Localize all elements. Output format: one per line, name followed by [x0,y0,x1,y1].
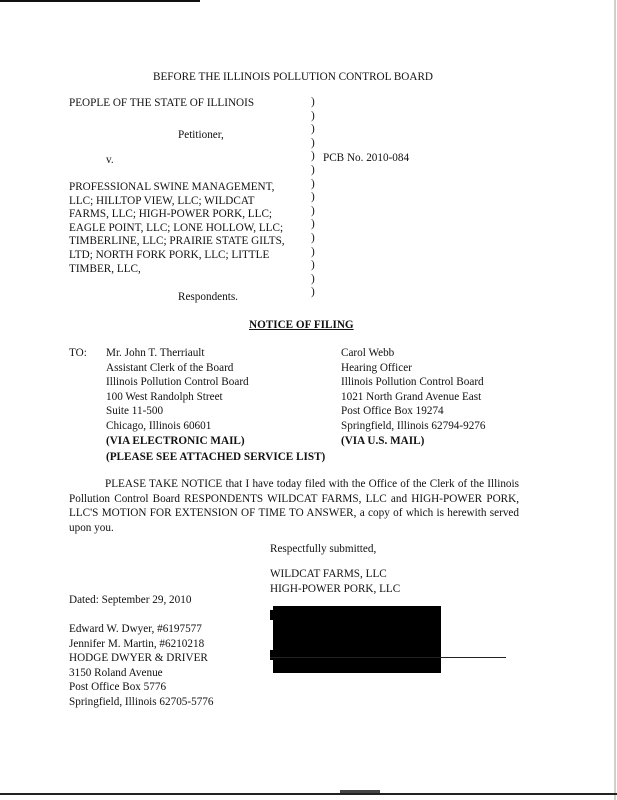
caption-paren: ) [311,177,315,190]
case-number: PCB No. 2010-084 [323,152,410,164]
caption-paren: ) [311,204,315,217]
respondent-line: LTD; NORTH FORK PORK, LLC; LITTLE [69,248,270,261]
recipient-right [341,346,486,448]
caption-paren: ) [311,136,315,149]
recipient-line: Illinois Pollution Control Board [106,376,249,389]
signer-name: WILDCAT FARMS, LLC [270,568,387,580]
scan-bottom-rule [0,793,617,795]
petitioner-party: PEOPLE OF THE STATE OF ILLINOIS [69,97,255,109]
respondent-line: TIMBERLINE, LLC; PRAIRIE STATE GILTS, [69,235,285,248]
caption-paren: ) [311,96,315,108]
caption-paren: ) [311,191,315,204]
respondent-line: PROFESSIONAL SWINE MANAGEMENT, [69,181,275,193]
caption-paren: ) [311,259,315,272]
notice-title: NOTICE OF FILING [249,319,354,331]
scan-top-rule [0,0,200,2]
recipient-line: Assistant Clerk of the Board [106,361,234,374]
recipient-line: Springfield, Illinois 62794-9276 [341,419,486,432]
signature-redaction [273,606,441,673]
recipient-line: Post Office Box 19274 [341,405,444,418]
versus-label: v. [106,154,114,166]
signer-block [270,567,400,596]
dated: Dated: September 29, 2010 [69,594,192,606]
caption-paren: ) [311,245,315,258]
board-title: BEFORE THE ILLINOIS POLLUTION CONTROL BOARD [153,71,433,83]
closing: Respectfully submitted, [270,543,377,555]
service-list-note: (PLEASE SEE ATTACHED SERVICE LIST) [106,451,326,463]
attorney-line: Springfield, Illinois 62705-5776 [69,695,214,708]
respondent-line: FARMS, LLC; HIGH-POWER PORK, LLC; [69,208,273,221]
scan-bottom-mark [340,790,380,793]
signer-name: HIGH-POWER PORK, LLC [270,582,401,595]
recipient-line: Hearing Officer [341,361,412,374]
attorney-line: HODGE DWYER & DRIVER [69,652,208,665]
respondents-label: Respondents. [178,291,238,303]
caption-paren: ) [311,218,315,231]
caption-paren: ) [311,109,315,122]
respondent-list [69,181,285,276]
respondent-line: TIMBER, LLC, [69,262,141,275]
caption-paren: ) [311,150,315,163]
recipient-line: 100 West Randolph Street [106,390,223,403]
caption-paren: ) [311,123,315,136]
caption-paren: ) [311,286,315,299]
signature-line [270,657,506,658]
caption-paren: ) [311,272,315,285]
recipient-line: Suite 11-500 [106,405,164,418]
scan-edge-line [614,0,616,800]
caption-parens [311,96,315,300]
respondent-line: LLC; HILLTOP VIEW, LLC; WILDCAT [69,194,255,207]
recipient-left [106,346,249,448]
caption-paren: ) [311,163,315,176]
notice-paragraph: PLEASE TAKE NOTICE that I have today filed with the Office of the Clerk of the Illinois Pollution Control Board RESPONDENTS WILDCAT FARMS, LLC and HIGH-POWER PORK, LLC'S MOTION FOR EXTENSION OF TIME TO ANSWER, a copy of which is herewith served upon you. [69,478,519,534]
caption-paren: ) [311,231,315,244]
attorney-line: Jennifer M. Martin, #6210218 [69,637,205,650]
petitioner-label: Petitioner, [178,129,224,141]
delivery-method: (VIA U.S. MAIL) [341,434,425,447]
delivery-method: (VIA ELECTRONIC MAIL) [106,434,245,447]
recipient-line: 1021 North Grand Avenue East [341,390,482,403]
recipient-line: Carol Webb [341,347,395,359]
recipient-line: Chicago, Illinois 60601 [106,419,212,432]
attorney-line: Post Office Box 5776 [69,681,167,694]
attorney-block [69,622,214,710]
to-label: TO: [69,347,87,359]
recipient-line: Illinois Pollution Control Board [341,376,484,389]
respondent-line: EAGLE POINT, LLC; LONE HOLLOW, LLC; [69,221,284,234]
attorney-line: 3150 Roland Avenue [69,666,163,679]
recipient-line: Mr. John T. Therriault [106,347,205,359]
attorney-line: Edward W. Dwyer, #6197577 [69,623,202,635]
